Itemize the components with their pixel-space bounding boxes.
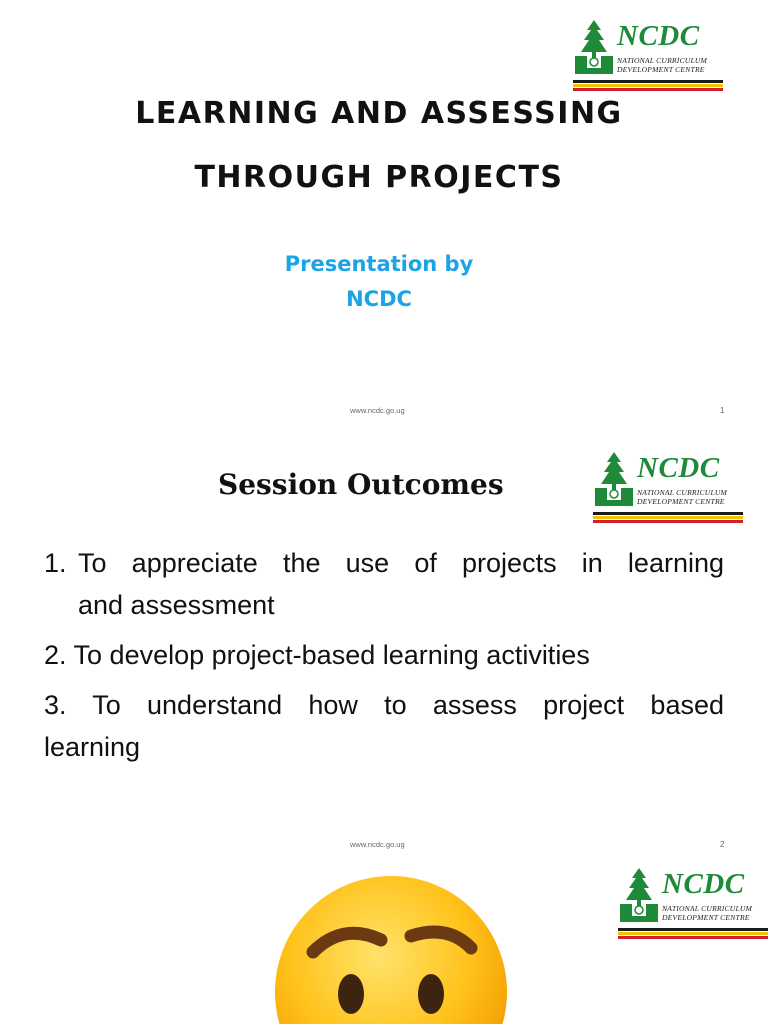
slide-3: [0, 860, 768, 1024]
logo-subtitle-line1: NATIONAL CURRICULUM: [617, 56, 708, 65]
outcome-text: 3. To understand how to assess project based: [44, 690, 724, 720]
flag-stripes: [618, 928, 768, 940]
flag-stripes: [573, 80, 723, 92]
outcome-item: [44, 542, 724, 626]
outcome-text: To appreciate the use of projects in learning: [78, 548, 724, 578]
slide-title-line1: LEARNING AND ASSESSING: [135, 96, 623, 131]
slide-2: [0, 430, 768, 860]
outcome-text: 2. To develop project-based learning activities: [44, 640, 590, 670]
ncdc-logo: [618, 866, 768, 942]
presenter-line1: Presentation by: [284, 252, 474, 276]
flag-stripes: [593, 512, 743, 524]
page-number: 1: [720, 406, 725, 415]
outcome-number: 1.: [44, 548, 67, 578]
outcome-text-continued: learning: [44, 732, 141, 762]
session-heading: Session Outcomes: [218, 468, 504, 501]
logo-subtitle-line1: NATIONAL CURRICULUM: [637, 488, 728, 497]
logo-brand: NCDC: [617, 20, 700, 52]
footer-url: www.ncdc.go.ug: [350, 406, 405, 415]
logo-brand: NCDC: [662, 868, 745, 900]
outcomes-list: [44, 542, 724, 776]
logo-subtitle-line2: DEVELOPMENT CENTRE: [637, 497, 725, 506]
slide-1: [0, 0, 768, 430]
footer-url: www.ncdc.go.ug: [350, 840, 405, 849]
outcome-item: [44, 684, 724, 768]
logo-subtitle-line1: NATIONAL CURRICULUM: [662, 904, 753, 913]
tree-emblem-icon: [618, 866, 660, 924]
slide-title-line2: THROUGH PROJECTS: [194, 160, 564, 195]
outcome-item: [44, 634, 724, 676]
ncdc-logo: [593, 450, 743, 526]
thinking-face-icon: [273, 874, 509, 1024]
logo-subtitle-line2: DEVELOPMENT CENTRE: [617, 65, 705, 74]
tree-emblem-icon: [573, 18, 615, 76]
logo-brand: NCDC: [637, 452, 720, 484]
logo-subtitle-line2: DEVELOPMENT CENTRE: [662, 913, 750, 922]
presenter-line2: NCDC: [346, 287, 412, 311]
tree-emblem-icon: [593, 450, 635, 508]
page-number: 2: [720, 840, 725, 849]
outcome-text-continued: and assessment: [78, 590, 275, 620]
ncdc-logo: [573, 18, 723, 94]
